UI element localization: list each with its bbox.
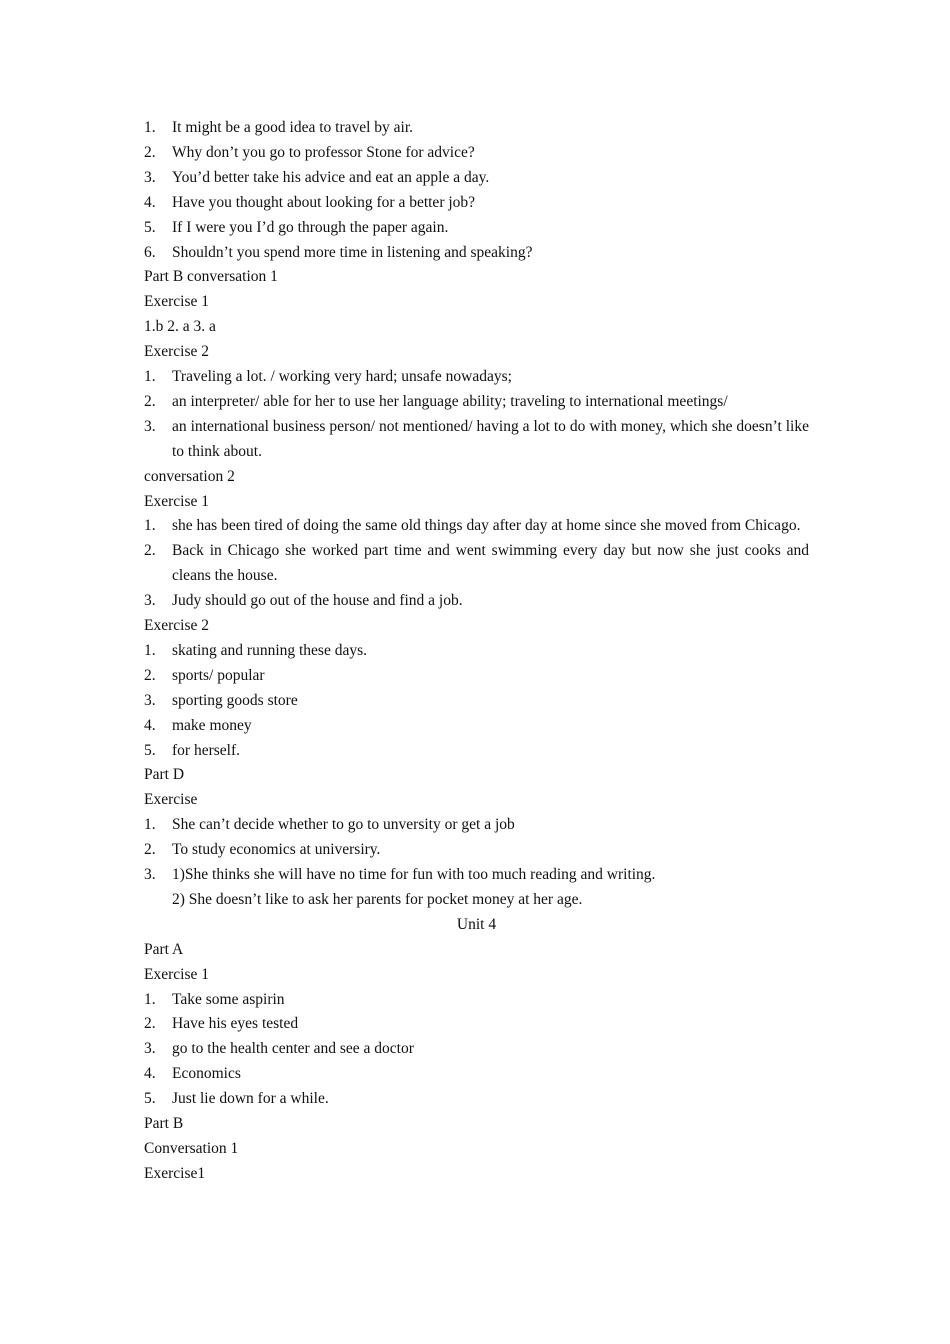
item-text: Economics — [172, 1065, 241, 1083]
section-heading: Part D — [144, 766, 185, 784]
item-text: Traveling a lot. / working very hard; unsafe nowadays; — [172, 368, 512, 385]
list-item — [144, 241, 809, 266]
list-item — [144, 664, 809, 689]
item-number: 3. — [144, 168, 156, 186]
item-number: 3. — [144, 1040, 156, 1058]
item-text: Shouldn’t you spend more time in listening and speaking? — [172, 243, 533, 261]
item-number: 1. — [144, 368, 156, 385]
exercise-heading: Exercise 1 — [144, 492, 209, 510]
item-text: Back in Chicago she worked part time and went swimming every day but now she just cooks and cleans the house. — [172, 542, 809, 585]
item-number: 2. — [144, 666, 156, 684]
list-item — [144, 116, 809, 141]
item-text: Take some aspirin — [172, 990, 285, 1008]
section-heading: Part B conversation 1 — [144, 268, 278, 286]
item-text: an international business person/ not mentioned/ having a lot to do with money, which she doesn’t like to think about. — [172, 417, 809, 460]
list-item — [144, 714, 809, 739]
item-text: Judy should go out of the house and find a job. — [172, 592, 463, 610]
section-heading: Conversation 1 — [144, 1139, 239, 1157]
item-text: If I were you I’d go through the paper again. — [172, 218, 449, 236]
item-number: 6. — [144, 243, 156, 261]
item-text: Have you thought about looking for a better job? — [172, 193, 476, 211]
conversation1-exercise2-list — [144, 365, 809, 465]
list-item — [144, 1012, 809, 1037]
partD-exercise-list — [144, 813, 809, 913]
item-number: 1. — [144, 816, 156, 834]
item-number: 1. — [144, 641, 156, 659]
list-item — [144, 166, 809, 191]
list-item — [144, 689, 809, 714]
item-number: 2. — [144, 143, 156, 161]
exercise-heading: Exercise 2 — [144, 617, 209, 635]
item-number: 2. — [144, 392, 156, 410]
item-number: 4. — [144, 716, 156, 734]
list-item — [144, 1087, 809, 1112]
item-number: 3. — [144, 417, 156, 435]
item-number: 3. — [144, 866, 156, 884]
exercise-heading: Exercise1 — [144, 1164, 206, 1182]
item-text: It might be a good idea to travel by air. — [172, 119, 414, 136]
unit4-exercise1-list — [144, 988, 809, 1113]
advice-answer-list — [144, 116, 809, 265]
list-subitem: 2) She doesn’t like to ask her parents for pocket money at her age. — [172, 890, 583, 908]
item-text: Just lie down for a while. — [172, 1090, 329, 1108]
item-number: 1. — [144, 119, 156, 136]
item-number: 1. — [144, 990, 156, 1008]
item-text: sports/ popular — [172, 666, 265, 684]
list-item — [144, 141, 809, 166]
item-text: Have his eyes tested — [172, 1015, 299, 1033]
exercise-heading: Exercise 1 — [144, 965, 209, 983]
item-number: 5. — [144, 218, 156, 236]
exercise-heading: Exercise 1 — [144, 293, 209, 311]
section-heading: Part A — [144, 940, 184, 958]
list-item — [144, 813, 809, 838]
list-item — [144, 739, 809, 764]
conversation2-exercise2-list — [144, 639, 809, 764]
item-text: make money — [172, 716, 252, 734]
list-item — [144, 863, 809, 888]
section-heading: conversation 2 — [144, 467, 235, 485]
list-item — [144, 191, 809, 216]
unit-heading: Unit 4 — [456, 915, 497, 933]
list-item — [144, 988, 809, 1013]
conversation2-exercise1-list — [144, 514, 809, 614]
item-number: 2. — [144, 542, 156, 560]
exercise-heading: Exercise 2 — [144, 343, 209, 361]
exercise-heading: Exercise — [144, 791, 198, 809]
item-text: for herself. — [172, 741, 240, 759]
item-number: 4. — [144, 1065, 156, 1083]
item-text: an interpreter/ able for her to use her language ability; traveling to international meetings/ — [172, 392, 728, 410]
list-item — [144, 1062, 809, 1087]
list-item — [144, 639, 809, 664]
answer-key-content — [144, 116, 809, 1187]
section-heading: Part B — [144, 1115, 184, 1133]
item-number: 2. — [144, 841, 156, 859]
item-text: sporting goods store — [172, 691, 298, 709]
item-text: she has been tired of doing the same old things day after day at home since she moved from Chicago. — [172, 517, 801, 535]
item-number: 1. — [144, 517, 156, 535]
item-text: skating and running these days. — [172, 641, 368, 659]
item-number: 5. — [144, 1090, 156, 1108]
item-number: 3. — [144, 691, 156, 709]
item-text: 1)She thinks she will have no time for fun with too much reading and writing. — [172, 866, 656, 884]
list-item — [144, 539, 809, 589]
list-item — [144, 216, 809, 241]
list-item — [144, 838, 809, 863]
item-text: Why don’t you go to professor Stone for advice? — [172, 143, 475, 161]
item-text: She can’t decide whether to go to unversity or get a job — [172, 816, 515, 834]
list-item — [144, 365, 809, 390]
list-item — [144, 589, 809, 614]
item-text: go to the health center and see a doctor — [172, 1040, 414, 1058]
list-item — [144, 390, 809, 415]
list-item — [144, 1037, 809, 1062]
item-number: 3. — [144, 592, 156, 610]
list-item — [144, 514, 809, 539]
answer-line: 1.b 2. a 3. a — [144, 318, 216, 336]
item-text: To study economics at universiry. — [172, 841, 381, 859]
item-number: 2. — [144, 1015, 156, 1033]
item-number: 5. — [144, 741, 156, 759]
list-item — [144, 415, 809, 465]
item-number: 4. — [144, 193, 156, 211]
item-text: You’d better take his advice and eat an apple a day. — [172, 168, 490, 186]
